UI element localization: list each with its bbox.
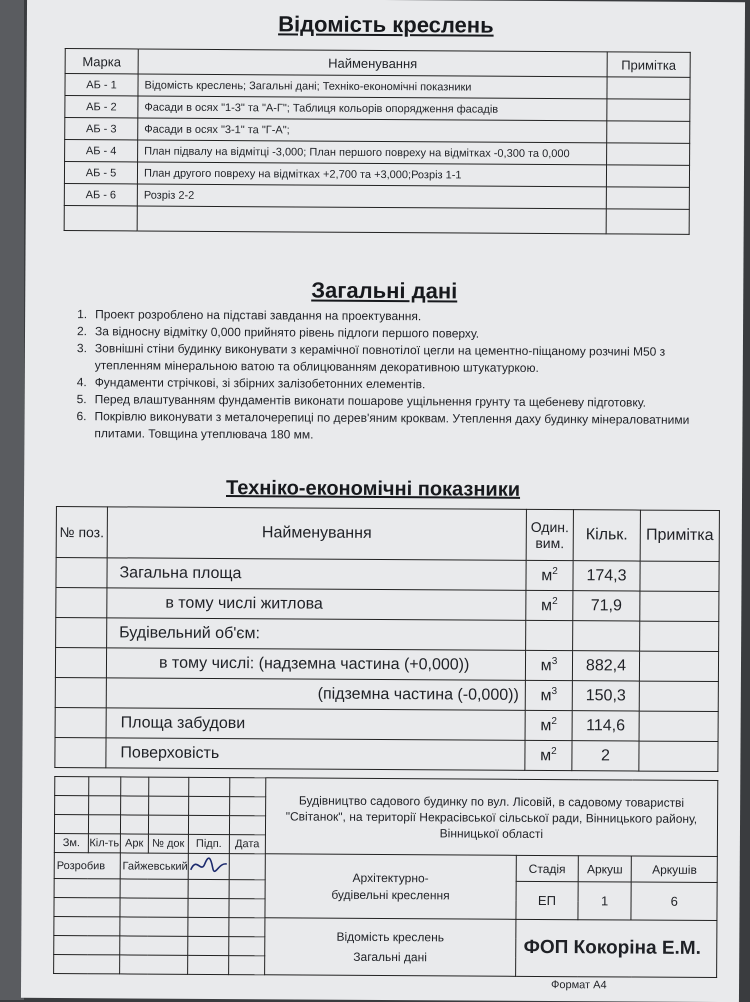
row-code: АБ - 5: [64, 162, 137, 184]
indicators-table: [54, 506, 720, 772]
header-unit: Один. вим.: [526, 509, 573, 560]
row-unit: $м^3$: [525, 680, 572, 710]
row-name: в тому числі: (надземна частина (+0,000)): [106, 648, 525, 681]
list-item: 5. Перед влаштуванням фундаментів виконати пошарове ущільнення грунту та щебеневу підготовку.: [76, 392, 647, 410]
row-unit: $м^2$: [526, 590, 573, 620]
row-name: Розріз 2-2: [137, 184, 606, 209]
table-row: [56, 618, 719, 652]
row-name: Фасади в осях "3-1" та "Г-А";: [138, 118, 607, 143]
row-code: АБ - 4: [65, 140, 138, 162]
list-item: 4. Фундаменти стрічкові, зі збірних залізобетонних елементів.: [76, 375, 426, 392]
list-item: 1. Проект розроблено на підставі завдання на проектування.: [77, 307, 422, 324]
row-name: в тому числі житлова: [107, 588, 526, 621]
row-unit: $м^2$: [525, 710, 572, 740]
row-note: [607, 121, 690, 144]
company-name: ФОП Кокоріна Е.М.: [516, 919, 717, 977]
row-qty: 71,9: [573, 591, 640, 621]
header-name: Найменування: [138, 49, 607, 77]
header-code: Марка: [65, 49, 138, 74]
drawings-list-title: Відомість креслень: [278, 11, 494, 38]
table-row-empty: [64, 206, 689, 235]
title-block: Будівництво садового будинку по вул. Лісовій, в садовому товаристві "Світанок", на території Некрасівської сільської ради, Вінницького району, Вінницької області Зм. Кіл-ть Арк № док Підп. Дата Розробив Гайжевський Архітектурно-будівельні креслення Стадія Аркуш Аркушів ЕП 1 6 Відомість креслень Загальні дані ФОП Кокоріна Е.М.: [53, 776, 718, 978]
row-qty: 174,3: [573, 561, 640, 591]
row-code: АБ - 2: [65, 96, 138, 118]
row-note: [607, 77, 690, 100]
row-name: План підвалу на відмітці -3,000; План першого повреху на відмітках -0,300 та 0,000: [138, 140, 607, 165]
general-notes: [76, 306, 697, 446]
table-row: [55, 678, 718, 712]
row-name: (підземна частина (-0,000)): [106, 678, 525, 711]
row-name: Відомість креслень; Загальні дані; Техніко-економічні показники: [138, 74, 607, 99]
sheet-name: Відомість креслень Загальні дані: [264, 918, 516, 977]
header-qty: Кільк.: [573, 510, 640, 561]
header-note: Примітка: [607, 52, 690, 78]
row-qty: 882,4: [572, 651, 639, 681]
document-sheet: [21, 0, 745, 1002]
format-label: Формат А4: [551, 979, 607, 992]
row-unit: $м^3$: [525, 650, 572, 680]
developed-label: Розробив: [54, 852, 120, 878]
row-code: АБ - 1: [65, 74, 138, 96]
background-edge: [0, 0, 24, 1000]
indicators-title: Техніко-економічні показники: [225, 477, 521, 501]
row-name: Поверховість: [106, 738, 525, 771]
row-unit: [526, 620, 573, 650]
row-note: [606, 187, 689, 210]
table-row: [55, 738, 718, 772]
row-name: Будівельний об'єм:: [107, 618, 526, 651]
general-data-title: Загальні дані: [311, 277, 458, 304]
row-qty: 2: [572, 741, 639, 771]
row-qty: [573, 621, 640, 651]
list-item: 2. За відносну відмітку 0,000 прийнято рівень підлоги першого поверху.: [76, 324, 480, 341]
list-item: 3. Зовнішні стіни будинку виконувати з керамічної повнотілої цегли на цементно-піщаному розчині М50 з утепленням мінеральною ватою та облицюванням декоративною штукатуркою.: [76, 341, 666, 375]
row-qty: 114,6: [572, 711, 639, 741]
row-note: [607, 99, 690, 122]
signature: [188, 853, 229, 879]
signature-mark: [189, 854, 229, 876]
row-unit: $м^2$: [526, 560, 573, 590]
table-row: [56, 588, 719, 622]
sheets-value: 6: [631, 882, 717, 921]
row-name: Площа забудови: [106, 708, 525, 741]
table-row: [55, 648, 718, 682]
row-note: [606, 165, 689, 188]
project-description: Будівництво садового будинку по вул. Лісовій, в садовому товаристві "Світанок", на території Некрасівської сільської ради, Вінницького району, Вінницької області: [265, 778, 718, 857]
table-row: [55, 708, 718, 742]
row-code: АБ - 6: [64, 184, 137, 206]
developer-name: Гайжевський: [120, 853, 188, 879]
row-name: План другого повреху на відмітках +2,700 та +3,000;Розріз 1-1: [137, 162, 606, 187]
section-name: Архітектурно-будівельні креслення: [265, 854, 517, 920]
header-note: Примітка: [640, 510, 719, 561]
list-item: 6. Покрівлю виконувати з металочерепиці по дерев'яним кроквам. Утеплення даху будинку мінераловатними плитами. Товщина утеплювача 180 мм.: [76, 409, 690, 442]
row-name: Загальна площа: [107, 558, 526, 591]
header-num: № поз.: [56, 507, 107, 558]
header-name: Найменування: [107, 507, 526, 561]
table-row: [56, 558, 719, 592]
row-name: Фасади в осях "1-3" та "А-Г"; Таблиця кольорів опорядження фасадів: [138, 96, 607, 121]
row-note: [607, 143, 690, 166]
sheet-value: 1: [578, 882, 632, 920]
row-qty: 150,3: [572, 681, 639, 711]
row-unit: $м^2$: [525, 740, 572, 770]
row-code: АБ - 3: [65, 118, 138, 140]
drawings-list-table: [64, 48, 691, 235]
stage-value: ЕП: [516, 881, 578, 919]
